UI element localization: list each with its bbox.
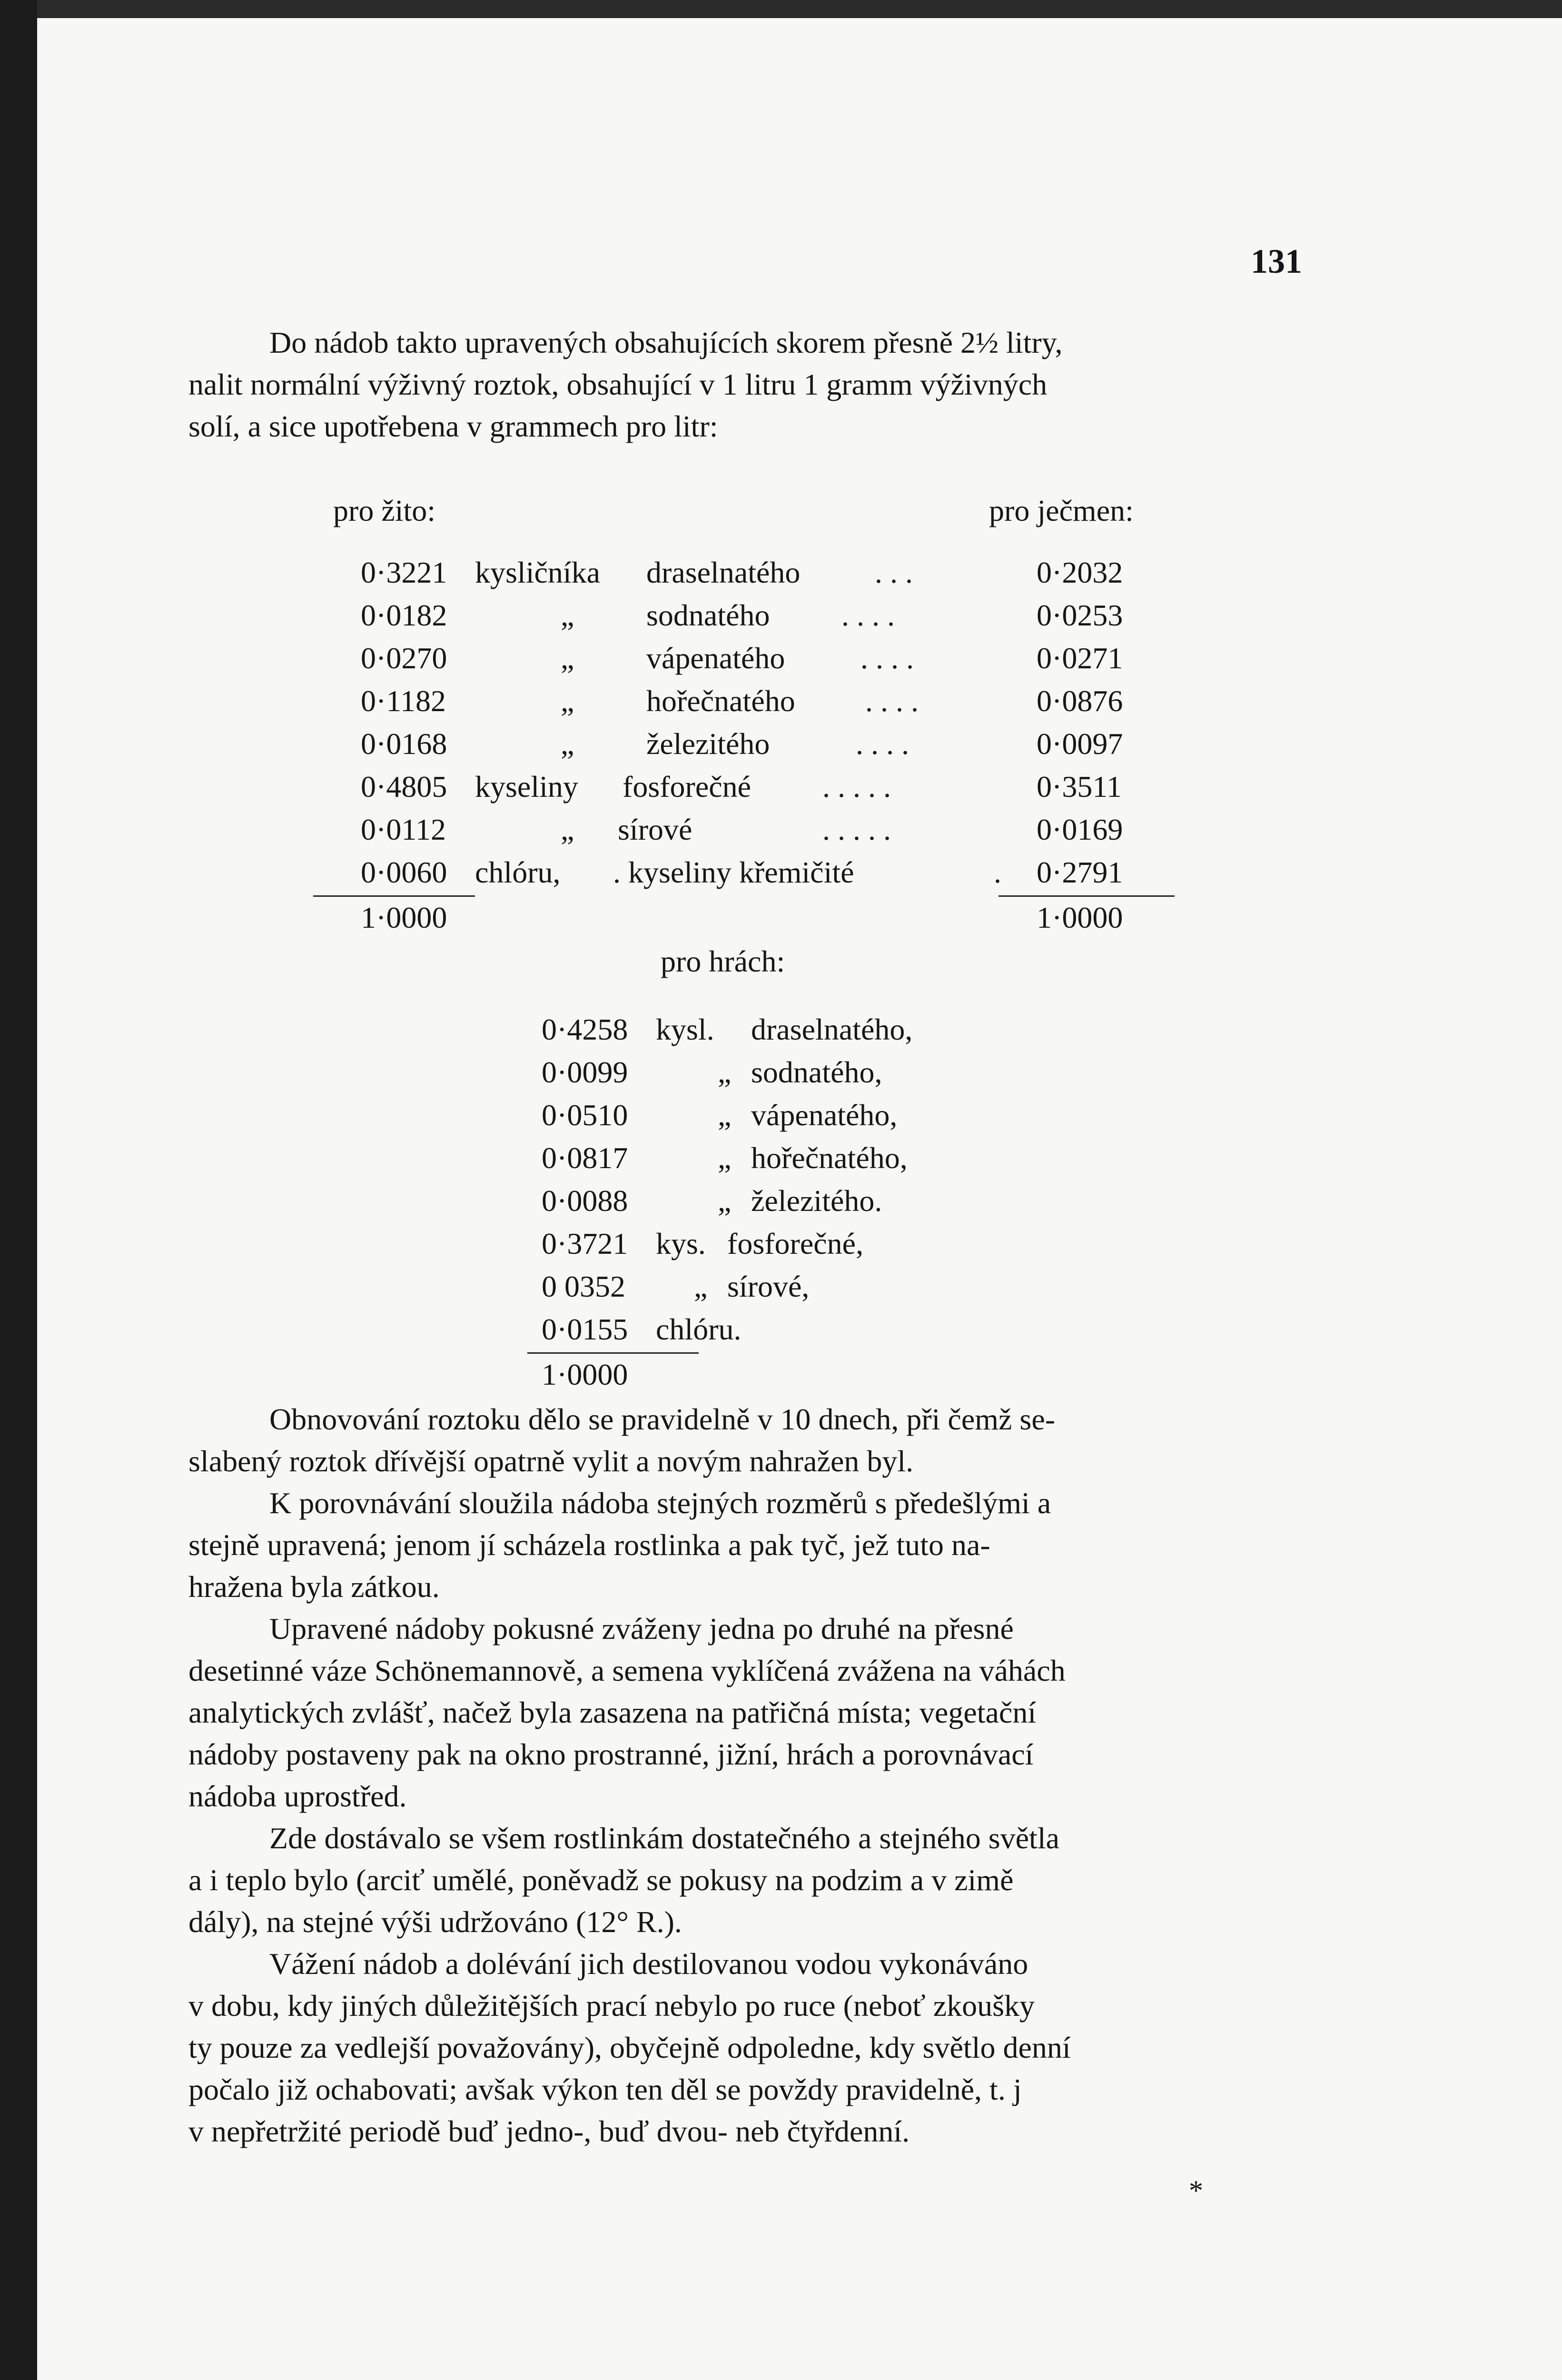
leader-dots: . . . . (860, 641, 914, 675)
compound-name: „ (561, 727, 574, 761)
compound-name: kysličníka (475, 555, 601, 589)
compound-prefix: „ (718, 1141, 732, 1175)
leader-dots: . . . . (865, 684, 919, 718)
compound-sub: hořečnatého (646, 684, 795, 718)
text-line: v dobu, kdy jiných důležitějších prací nebylo po ruce (neboť zkoušky (188, 1989, 1035, 2023)
text-line: ty pouze za vedlejší považovány), obyčejně odpoledne, kdy světlo denní (188, 2031, 1071, 2064)
compound-name: fosforečné, (727, 1227, 864, 1260)
leader-dots: . . . . (856, 727, 909, 761)
book-page (37, 18, 1562, 2380)
text-line: Zde dostávalo se všem rostlinkám dostatečného a stejného světla (269, 1821, 1059, 1855)
compound-sub: . kyseliny křemičité (613, 855, 854, 889)
text-line: nádoba uprostřed. (188, 1779, 407, 1813)
text-line: Vážení nádob a dolévání jich destilovanou vodou vykonáváno (269, 1947, 1028, 1981)
text-line: nádoby postaveny pak na okno prostranné, jižní, hrách a porovnávací (188, 1737, 1034, 1771)
total-jecmen: 1·0000 (1037, 901, 1123, 934)
value-hrach: 0·0088 (542, 1184, 628, 1218)
compound-name: železitého. (751, 1184, 882, 1218)
value-jecmen: 0·0253 (1037, 598, 1123, 632)
page-number: 131 (1251, 242, 1302, 280)
compound-sub: železitého (646, 727, 770, 761)
total-hrach: 1·0000 (542, 1358, 628, 1391)
text-line: Upravené nádoby pokusné zváženy jedna po druhé na přesné (269, 1612, 1014, 1646)
value-jecmen: 0·0271 (1037, 641, 1123, 675)
compound-name: „ (561, 684, 574, 718)
scan-left-edge (0, 0, 37, 2380)
compound-name: chlóru, (475, 855, 561, 889)
compound-prefix: kysl. (656, 1012, 714, 1046)
value-jecmen: 0·0876 (1037, 684, 1123, 718)
compound-name: sírové, (727, 1269, 810, 1303)
value-zito: 0·0112 (361, 813, 446, 846)
text-line: K porovnávání sloužila nádoba stejných rozměrů s předešlými a (269, 1486, 1051, 1520)
leader-dots: . . . . (841, 598, 895, 632)
compound-sub: sírové (618, 813, 692, 846)
sum-rule-hrach (527, 1352, 699, 1354)
scan-top-edge (0, 0, 1562, 18)
compound-sub: vápenatého (646, 641, 785, 675)
value-jecmen: 0·0097 (1037, 727, 1123, 761)
value-hrach: 0·0817 (542, 1141, 628, 1175)
value-hrach: 0·0155 (542, 1312, 628, 1346)
value-hrach: 0·4258 (542, 1012, 628, 1046)
compound-sub: fosforečné (623, 770, 751, 803)
value-hrach: 0·3721 (542, 1227, 628, 1260)
compound-prefix: „ (694, 1269, 708, 1303)
value-jecmen: 0·2791 (1037, 855, 1123, 889)
body-text (188, 1398, 1331, 2152)
value-jecmen: 0·3511 (1037, 770, 1122, 803)
value-hrach: 0·0510 (542, 1098, 628, 1132)
value-zito: 0·0182 (361, 598, 447, 632)
heading-hrach: pro hrách: (661, 944, 785, 978)
compound-name: draselnatého, (751, 1012, 913, 1046)
compound-name: sodnatého, (751, 1055, 882, 1089)
text-line: hražena byla zátkou. (188, 1570, 440, 1604)
compound-name: hořečnatého, (751, 1141, 908, 1175)
compound-sub: draselnatého (646, 555, 801, 589)
text-line: stejně upravená; jenom jí scházela rostlinka a pak tyč, jež tuto na- (188, 1528, 990, 1562)
compound-prefix: „ (718, 1055, 732, 1089)
text-line: desetinné váze Schönemannově, a semena vyklíčená zvážena na váhách (188, 1654, 1066, 1687)
value-jecmen: 0·0169 (1037, 813, 1123, 846)
value-hrach: 0 0352 (542, 1269, 625, 1303)
text-line: slabený roztok dřívější opatrně vylit a novým nahražen byl. (188, 1444, 914, 1478)
heading-jecmen: pro ječmen: (989, 494, 1134, 527)
leader-dots: . (994, 855, 1001, 889)
compound-name: vápenatého, (751, 1098, 898, 1132)
total-zito: 1·0000 (361, 901, 447, 934)
compound-prefix: „ (718, 1098, 732, 1132)
compound-name: „ (561, 813, 574, 846)
intro-line: Do nádob takto upravených obsahujících skorem přesně 2½ litry, (269, 326, 1063, 359)
compound-name: „ (561, 641, 574, 675)
compound-prefix: kys. (656, 1227, 706, 1260)
compound-name: „ (561, 598, 574, 632)
value-zito: 0·3221 (361, 555, 447, 589)
value-jecmen: 0·2032 (1037, 555, 1123, 589)
compound-prefix: „ (718, 1184, 732, 1218)
text-line: Obnovování roztoku dělo se pravidelně v 10 dnech, při čemž se- (269, 1402, 1056, 1436)
value-zito: 0·0168 (361, 727, 447, 761)
value-hrach: 0·0099 (542, 1055, 628, 1089)
intro-line: solí, a sice upotřebena v grammech pro litr: (188, 409, 718, 443)
text-line: a i teplo bylo (arciť umělé, poněvadž se pokusy na podzim a v zimě (188, 1863, 1014, 1897)
leader-dots: . . . . . (822, 813, 891, 846)
intro-line: nalit normální výživný roztok, obsahující v 1 litru 1 gramm výživných (188, 367, 1048, 401)
text-line: počalo již ochabovati; avšak výkon ten děl se povždy pravidelně, t. j (188, 2073, 1022, 2106)
sum-rule-zito (313, 895, 475, 897)
intro-paragraph (188, 322, 1331, 447)
footer-asterisk: * (1189, 2175, 1203, 2206)
compound-sub: sodnatého (646, 598, 770, 632)
compound-name: kyseliny (475, 770, 578, 803)
leader-dots: . . . (875, 555, 913, 589)
sum-rule-jecmen (998, 895, 1175, 897)
text-line: v nepřetržité periodě buď jedno-, buď dvou- neb čtyřdenní. (188, 2114, 910, 2148)
value-zito: 0·1182 (361, 684, 446, 718)
leader-dots: . . . . . (822, 770, 891, 803)
value-zito: 0·0270 (361, 641, 447, 675)
text-line: analytických zvlášť, načež byla zasazena na patřičná místa; vegetační (188, 1696, 1037, 1729)
value-zito: 0·4805 (361, 770, 447, 803)
heading-zito: pro žito: (333, 494, 436, 527)
compound-prefix: chlóru. (656, 1312, 741, 1346)
value-zito: 0·0060 (361, 855, 447, 889)
text-line: dály), na stejné výši udržováno (12° R.). (188, 1905, 682, 1939)
